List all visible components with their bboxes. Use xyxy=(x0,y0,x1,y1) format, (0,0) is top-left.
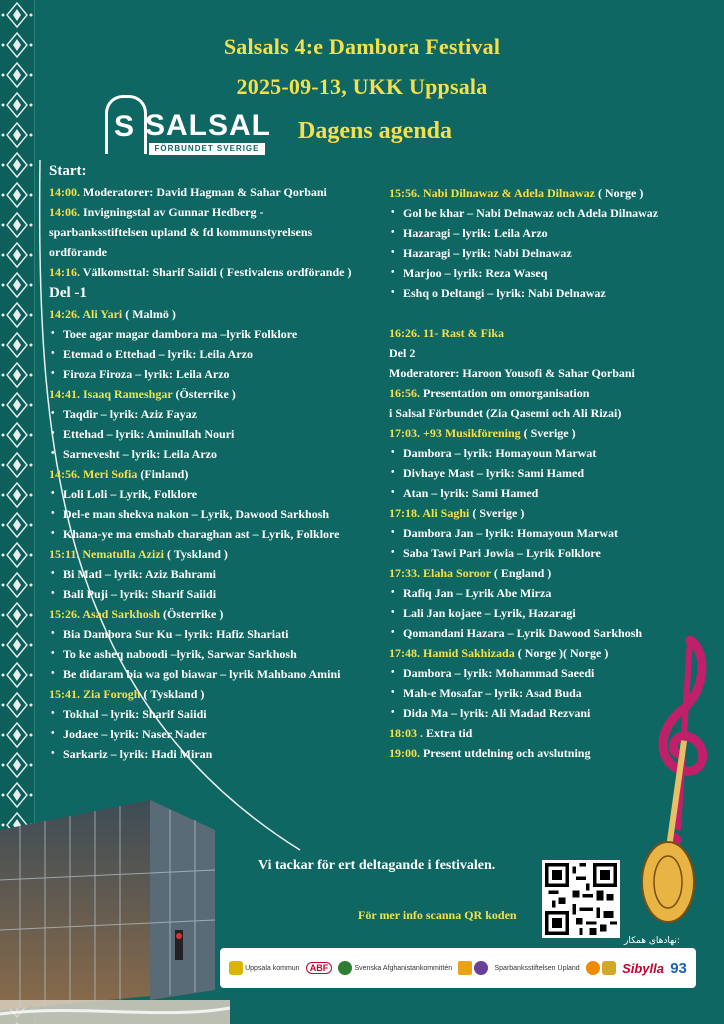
start-heading: Start: xyxy=(49,163,87,179)
agenda-line: 16:56. Presentation om omorganisation xyxy=(389,386,590,400)
song-item: • Gol be khar – Nabi Delnawaz och Adela Dilnawaz xyxy=(389,203,709,223)
qr-code-icon xyxy=(545,863,617,935)
song-item: • Dida Ma – lyrik: Ali Madad Rezvani xyxy=(389,703,709,723)
song-item: • Bi Matl – lyrik: Aziz Bahrami xyxy=(49,564,379,584)
thank-you-text: Vi tackar för ert deltagande i festivalen. xyxy=(258,858,496,873)
song-item: • Etemad o Ettehad – lyrik: Leila Arzo xyxy=(49,344,379,364)
logo-icon xyxy=(458,961,472,975)
song-item: • Ettehad – lyrik: Aminullah Nouri xyxy=(49,424,379,444)
song-item: • Atan – lyrik: Sami Hamed xyxy=(389,483,709,503)
sponsor-sibylla: Sibylla xyxy=(622,960,664,976)
song-item: • Del-e man shekva nakon – Lyrik, Dawood Sarkhosh xyxy=(49,504,379,524)
dambora-instrument-icon xyxy=(612,630,722,930)
logo-subtitle: FÖRBUNDET SVERIGE xyxy=(149,143,265,155)
logo-icon xyxy=(602,961,616,975)
song-item: • Mah-e Mosafar – lyrik: Asad Buda xyxy=(389,683,709,703)
logo-icon xyxy=(474,961,488,975)
sponsor-abf: ABF xyxy=(306,962,333,974)
agenda-left-column xyxy=(49,160,379,764)
agenda-line: 18:03 . Extra tid xyxy=(389,726,473,740)
act-heading: 17:03. +93 Musikförening ( Sverige ) xyxy=(389,426,576,440)
agenda-line: ordförande xyxy=(49,245,107,259)
logo-icon xyxy=(586,961,600,975)
act-heading: 15:11. Nematulla Azizi ( Tyskland ) xyxy=(49,547,228,561)
song-item: • Sarnevesht – lyrik: Leila Arzo xyxy=(49,444,379,464)
break-line: 16:26. 11- Rast & Fika xyxy=(389,326,504,340)
agenda-line: 14:16. Välkomsttal: Sharif Saiidi ( Festivalens ordförande ) xyxy=(49,265,352,279)
festival-title: Salsals 4:e Dambora Festival xyxy=(223,34,501,59)
song-item: • Lali Jan kojaee – Lyrik, Hazaragi xyxy=(389,603,709,623)
song-item: • Be didaram bia wa gol biawar – lyrik Mahbano Amini xyxy=(49,664,379,684)
moderators-line: Moderatorer: Haroon Yousofi & Sahar Qorbani xyxy=(389,366,635,380)
salsal-logo xyxy=(105,95,271,159)
agenda-line: i Salsal Förbundet (Zia Qasemi och Ali Rizai) xyxy=(389,406,622,420)
crest-icon xyxy=(229,961,243,975)
act-heading: 17:48. Hamid Sakhizada ( Norge )( Norge ) xyxy=(389,646,609,660)
song-item: • Bia Dambora Sur Ku – lyrik: Hafiz Shariati xyxy=(49,624,379,644)
agenda-title: Dagens agenda xyxy=(298,118,453,144)
sponsor-logos xyxy=(220,948,696,988)
act-heading: 14:41. Isaaq Rameshgar (Österrike ) xyxy=(49,387,236,401)
song-item: • Jodaee – lyrik: Naser Nader xyxy=(49,724,379,744)
song-item: • Hazaragi – lyrik: Leila Arzo xyxy=(389,223,709,243)
sponsor-sparbanksstiftelsen: Sparbanksstiftelsen Upland xyxy=(494,964,580,972)
song-item: • Hazaragi – lyrik: Nabi Delnawaz xyxy=(389,243,709,263)
partners-label: نهادهای همکار: xyxy=(624,936,680,946)
logo-arch-icon: S xyxy=(105,95,147,154)
act-heading: 14:26. Ali Yari ( Malmö ) xyxy=(49,307,176,321)
song-item: • Khana-ye ma emshab charaghan ast – Lyrik, Folklore xyxy=(49,524,379,544)
song-item: • Firoza Firoza – lyrik: Leila Arzo xyxy=(49,364,379,384)
festival-date-location: 2025-09-13, UKK Uppsala xyxy=(236,74,488,99)
song-item: • Toee agar magar dambora ma –lyrik Folklore xyxy=(49,324,379,344)
act-heading: 17:18. Ali Saghi ( Sverige ) xyxy=(389,506,525,520)
song-item: • Dambora Jan – lyrik: Homayoun Marwat xyxy=(389,523,709,543)
sponsor-misc-logos-2 xyxy=(586,961,616,975)
song-item: • Sarkariz – lyrik: Hadi Miran xyxy=(49,744,379,764)
agenda-line: 14:00. Moderatorer: David Hagman & Sahar Qorbani xyxy=(49,185,327,199)
act-heading: 17:33. Elaha Soroor ( England ) xyxy=(389,566,552,580)
logo-name: SALSAL xyxy=(145,109,271,142)
agenda-line: 14:06. Invigningstal av Gunnar Hedberg - xyxy=(49,205,264,219)
more-info-text: För mer info scanna QR koden xyxy=(358,908,517,922)
act-heading: 15:56. Nabi Dilnawaz & Adela Dilnawaz ( Norge ) xyxy=(389,186,644,200)
concert-hall-building-image xyxy=(0,790,230,1024)
song-item: • Dambora – lyrik: Mohammad Saeedi xyxy=(389,663,709,683)
act-heading: 14:56. Meri Sofia (Finland) xyxy=(49,467,189,481)
del2-heading: Del 2 xyxy=(389,346,416,360)
song-item: • Taqdir – lyrik: Aziz Fayaz xyxy=(49,404,379,424)
sponsor-sak: Svenska Afghanistankommittén xyxy=(338,961,452,975)
song-item: • Divhaye Mast – lyrik: Sami Hamed xyxy=(389,463,709,483)
song-item: • Marjoo – lyrik: Reza Waseq xyxy=(389,263,709,283)
act-heading: 15:41. Zia Forogh ( Tyskland ) xyxy=(49,687,205,701)
agenda-line: 19:00. Present utdelning och avslutning xyxy=(389,746,591,760)
song-item: • Loli Loli – Lyrik, Folklore xyxy=(49,484,379,504)
song-item: • Dambora – lyrik: Homayoun Marwat xyxy=(389,443,709,463)
agenda-line: sparbanksstiftelsen upland & fd kommunstyrelsens xyxy=(49,225,313,239)
sponsor-93: 93 xyxy=(670,959,687,977)
song-item: • Rafiq Jan – Lyrik Abe Mirza xyxy=(389,583,709,603)
song-item: • Tokhal – lyrik: Sharif Saiidi xyxy=(49,704,379,724)
song-item: • Bali Puji – lyrik: Sharif Saiidi xyxy=(49,584,379,604)
song-item: • Qomandani Hazara – Lyrik Dawood Sarkhosh xyxy=(389,623,709,643)
sak-icon xyxy=(338,961,352,975)
qr-code[interactable] xyxy=(542,860,620,938)
sponsor-misc-logos xyxy=(458,961,488,975)
song-item: • Saba Tawi Pari Jowia – Lyrik Folklore xyxy=(389,543,709,563)
sponsor-uppsala-kommun: Uppsala kommun xyxy=(229,961,299,975)
del1-heading: Del -1 xyxy=(49,285,87,301)
act-heading: 15:26. Asad Sarkhosh (Österrike ) xyxy=(49,607,224,621)
song-item: • Eshq o Deltangi – lyrik: Nabi Delnawaz xyxy=(389,283,709,303)
song-item: • To ke asheq naboodi –lyrik, Sarwar Sarkhosh xyxy=(49,644,379,664)
